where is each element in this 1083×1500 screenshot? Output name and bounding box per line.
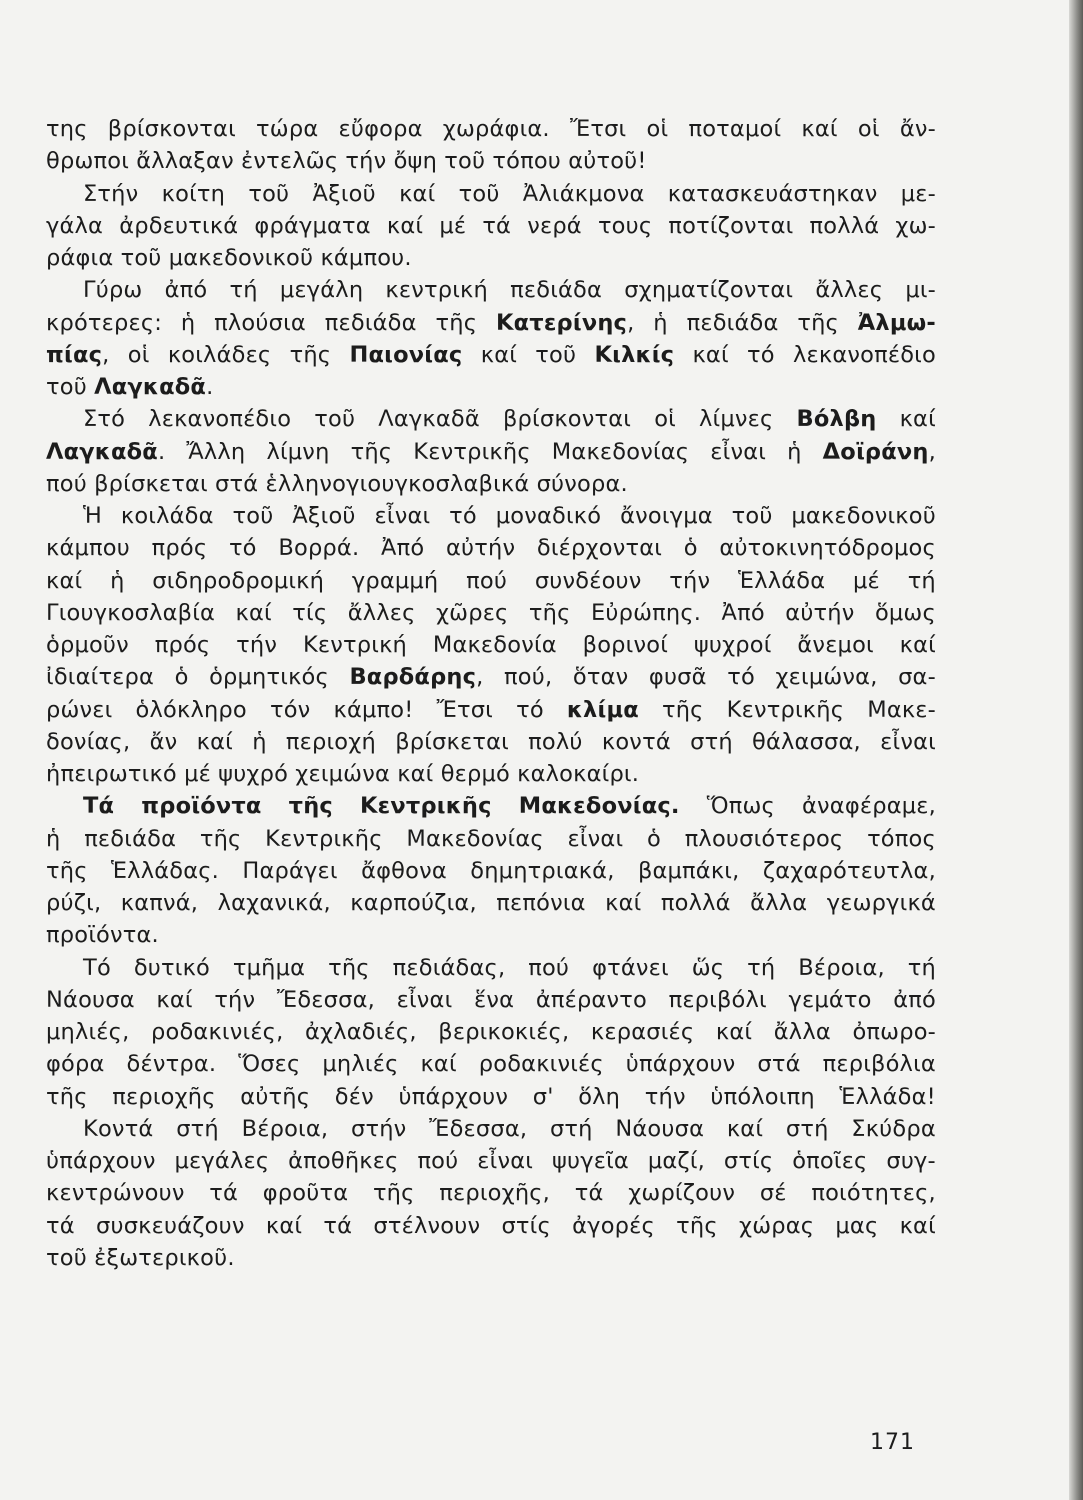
text-line: Νάουσα καί τήν Ἔδεσσα, εἶναι ἕνα ἀπέραντο περιβόλι γεμάτο ἀπό: [46, 986, 936, 1013]
body-text: [46, 113, 936, 1274]
text-line: ὁρμοῦν πρός τήν Κεντρική Μακεδονία βορινοί ψυχροί ἄνεμοι καί: [46, 632, 936, 658]
text-line: κεντρώνουν τά φροῦτα τῆς περιοχῆς, τά χωρίζουν σέ ποιότητες,: [46, 1180, 936, 1207]
text-line: τά συσκευάζουν καί τά στέλνουν στίς ἀγορές τῆς χώρας μας καί: [46, 1212, 936, 1239]
text-line: ρώνει ὁλόκληρο τόν κάμπο! Ἔτσι τό κλίμα τῆς Κεντρικῆς Μακε-: [46, 696, 936, 723]
text-line: Στό λεκανοπέδιο τοῦ Λαγκαδᾶ βρίσκονται οἱ λίμνες Βόλβη καί: [83, 406, 936, 433]
text-line: τῆς περιοχῆς αὐτῆς δέν ὑπάρχουν σ' ὅλη τήν ὑπόλοιπη Ἑλλάδα!: [46, 1083, 936, 1110]
text-line: ὑπάρχουν μεγάλες ἀποθῆκες πού εἶναι ψυγεῖα μαζί, στίς ὁποῖες συγ-: [46, 1148, 936, 1174]
page-number: 171: [870, 1430, 915, 1455]
text-line: ράφια τοῦ μακεδονικοῦ κάμπου.: [46, 245, 412, 271]
text-line: Στήν κοίτη τοῦ Ἀξιοῦ καί τοῦ Ἀλιάκμονα κατασκευάστηκαν με-: [83, 180, 936, 207]
text-line: Λαγκαδᾶ. Ἄλλη λίμνη τῆς Κεντρικῆς Μακεδονίας εἶναι ἡ Δοϊράνη,: [46, 438, 936, 465]
text-line: θρωποι ἄλλαξαν ἐντελῶς τήν ὄψη τοῦ τόπου αὐτοῦ!: [46, 148, 647, 175]
text-line: πού βρίσκεται στά ἑλληνογιουγκοσλαβικά σύνορα.: [46, 470, 628, 497]
text-line: τοῦ ἐξωτερικοῦ.: [46, 1244, 235, 1271]
text-line: γάλα ἀρδευτικά φράγματα καί μέ τά νερά τους ποτίζονται πολλά χω-: [46, 212, 936, 239]
text-line: φόρα δέντρα. Ὅσες μηλιές καί ροδακινιές ὑπάρχουν στά περιβόλια: [46, 1051, 936, 1078]
text-line: ἡ πεδιάδα τῆς Κεντρικῆς Μακεδονίας εἶναι ὁ πλουσιότερος τόπος: [46, 825, 936, 852]
text-line: Γύρω ἀπό τή μεγάλη κεντρική πεδιάδα σχηματίζονται ἄλλες μι-: [83, 277, 936, 304]
text-line: καί ἡ σιδηροδρομική γραμμή πού συνδέουν τήν Ἑλλάδα μέ τή: [46, 567, 936, 594]
text-line: δονίας, ἄν καί ἡ περιοχή βρίσκεται πολύ κοντά στή θάλασσα, εἶναι: [46, 728, 936, 755]
text-line: κρότερες: ἡ πλούσια πεδιάδα τῆς Κατερίνης, ἡ πεδιάδα τῆς Ἀλμω-: [46, 309, 936, 336]
text-line: προϊόντα.: [46, 922, 159, 949]
text-line: ρύζι, καπνά, λαχανικά, καρπούζια, πεπόνια καί πολλά ἄλλα γεωργικά: [46, 890, 936, 916]
text-line: Γιουγκοσλαβία καί τίς ἄλλες χῶρες τῆς Εὐρώπης. Ἀπό αὐτήν ὅμως: [46, 599, 936, 626]
text-line: Τό δυτικό τμῆμα τῆς πεδιάδας, πού φτάνει ὥς τή Βέροια, τή: [83, 954, 936, 981]
text-line: Τά προϊόντα τῆς Κεντρικῆς Μακεδονίας. Ὅπως ἀναφέραμε,: [83, 793, 936, 820]
text-line: Κοντά στή Βέροια, στήν Ἔδεσσα, στή Νάουσα καί στή Σκύδρα: [83, 1115, 936, 1142]
text-line: πίας, οἱ κοιλάδες τῆς Παιονίας καί τοῦ Κιλκίς καί τό λεκανοπέδιο: [46, 341, 936, 368]
page-edge-shadow: [1069, 0, 1083, 1500]
text-line: Ἡ κοιλάδα τοῦ Ἀξιοῦ εἶναι τό μοναδικό ἄνοιγμα τοῦ μακεδονικοῦ: [83, 503, 936, 529]
text-line: ἠπειρωτικό μέ ψυχρό χειμώνα καί θερμό καλοκαίρι.: [46, 761, 640, 787]
text-line: ἰδιαίτερα ὁ ὁρμητικός Βαρδάρης, πού, ὅταν φυσᾶ τό χειμώνα, σα-: [46, 664, 936, 691]
text-line: κάμπου πρός τό Βορρά. Ἀπό αὐτήν διέρχονται ὁ αὐτοκινητόδρομος: [46, 535, 936, 562]
text-line: μηλιές, ροδακινιές, ἀχλαδιές, βερικοκιές, κερασιές καί ἄλλα ὀπωρο-: [46, 1019, 936, 1045]
text-line: τοῦ Λαγκαδᾶ.: [46, 374, 214, 400]
text-line: της βρίσκονται τώρα εὔφορα χωράφια. Ἔτσι οἱ ποταμοί καί οἱ ἄν-: [46, 116, 936, 142]
text-line: τῆς Ἑλλάδας. Παράγει ἄφθονα δημητριακά, βαμπάκι, ζαχαρότευτλα,: [46, 857, 936, 884]
